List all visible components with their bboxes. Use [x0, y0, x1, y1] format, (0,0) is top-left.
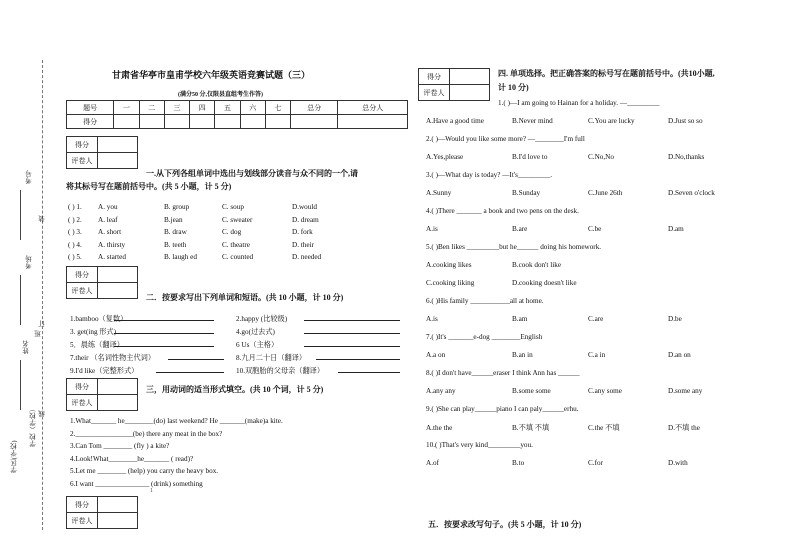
- score-box-label: 得分: [419, 69, 450, 85]
- reviewer-box-cell[interactable]: [98, 395, 138, 411]
- option-c[interactable]: C.You are lucky: [588, 117, 635, 125]
- reviewer-box-label: 评卷人: [67, 395, 98, 411]
- binding-label-school: 学校（学校）: [30, 405, 37, 447]
- option-b: B. draw: [164, 228, 187, 236]
- binding-fill-line-3: [20, 360, 21, 410]
- option-c[interactable]: C.any some: [588, 387, 622, 395]
- answer-line[interactable]: [156, 365, 224, 373]
- option-d: D. needed: [292, 253, 322, 261]
- option-c[interactable]: C.No,No: [588, 153, 614, 161]
- option-c[interactable]: C.the 不填: [588, 424, 620, 432]
- binding-fill-line-1: [20, 190, 21, 240]
- score-table-header: 总分人: [338, 101, 408, 115]
- section3-title: 三，用动词的适当形式填空。(共 10 个词，计 5 分): [146, 385, 324, 394]
- score-cell[interactable]: [215, 115, 240, 129]
- list-item: [68, 203, 408, 216]
- option-c[interactable]: C.for: [588, 459, 603, 467]
- option-c[interactable]: C.are: [588, 315, 604, 323]
- question[interactable]: 6.( )His family ___________all at home.: [426, 297, 544, 305]
- reviewer-box-label: 评卷人: [67, 513, 98, 529]
- option-a: A. leaf: [98, 215, 118, 224]
- option-d[interactable]: D.with: [668, 459, 688, 467]
- option-b[interactable]: B.are: [512, 225, 528, 233]
- question[interactable]: 9.( )She can play______piano I can paly______erhu.: [426, 405, 579, 413]
- option-b[interactable]: B.Sunday: [512, 189, 541, 197]
- section4-left-score-box: [66, 496, 138, 529]
- option-d[interactable]: D.cooking doesn't like: [512, 279, 577, 287]
- page-subtitle: (满分50 分,仅限县直组考生作答): [178, 92, 263, 98]
- option-a[interactable]: A.cooking likes: [426, 261, 472, 269]
- options: [426, 261, 776, 279]
- option-d[interactable]: D.some any: [668, 387, 703, 395]
- score-box-label: 得分: [67, 267, 98, 283]
- option-c[interactable]: C.be: [588, 225, 602, 233]
- options: [426, 423, 776, 441]
- score-box-label: 得分: [67, 379, 98, 395]
- option-b: B. laugh ed: [164, 253, 197, 261]
- options: [426, 351, 776, 369]
- options: [426, 117, 776, 135]
- prompt-left: 5．晨练（翻译）: [70, 341, 124, 349]
- prompt-left: 9.I'd like（完整形式）: [70, 367, 139, 375]
- seal-word-xian: 线: [39, 410, 46, 417]
- prompt-right: 4.go(过去式): [236, 328, 275, 336]
- prompt-right: 8.九月二十日（翻译）: [236, 354, 307, 362]
- option-c[interactable]: C.June 26th: [588, 189, 623, 197]
- section4-title-cont: 计 10 分): [498, 83, 529, 92]
- option-d: D. their: [292, 240, 314, 249]
- option-d: D. dream: [292, 215, 319, 224]
- score-table-header: 总分: [291, 101, 338, 115]
- option-a[interactable]: A.is: [426, 315, 438, 323]
- reviewer-box-cell[interactable]: [98, 513, 138, 529]
- option-a[interactable]: A.Yes,please: [426, 153, 464, 161]
- option-c: C. theatre: [222, 240, 250, 249]
- prompt-left: 1.bamboo（复数）: [70, 315, 128, 323]
- item-number[interactable]: ( ) 2.: [68, 215, 82, 224]
- option-b: B. group: [164, 203, 190, 211]
- answer-line[interactable]: [338, 365, 400, 373]
- score-cell[interactable]: [338, 115, 408, 129]
- options: [426, 315, 776, 333]
- answer-line[interactable]: [316, 352, 400, 360]
- option-a: A. you: [98, 203, 118, 211]
- score-table-header: 五: [215, 101, 240, 115]
- score-cell[interactable]: [164, 115, 189, 129]
- answer-line[interactable]: [114, 326, 214, 334]
- score-box-label: 得分: [67, 137, 98, 153]
- option-a[interactable]: A.any any: [426, 387, 456, 395]
- section2-score-box: [66, 266, 138, 299]
- section2-title: 二．按要求写出下列单词和短语。(共 10 小题，计 10 分): [146, 293, 344, 302]
- list-item: [68, 228, 408, 241]
- options: [426, 225, 776, 243]
- option-b[interactable]: B.to: [512, 459, 525, 467]
- option-d: D.would: [292, 203, 317, 211]
- section4-list: [426, 99, 776, 477]
- binding-label-name: 姓名: [23, 340, 30, 354]
- binding-dash-line: [42, 60, 43, 530]
- option-c: C. sweater: [222, 215, 253, 224]
- option-a: A. thirsty: [98, 240, 126, 249]
- prompt-right: 10.双胞胎的父母亲（翻译）: [236, 367, 325, 375]
- score-box-cell[interactable]: [98, 137, 138, 153]
- section1-title: 一.从下列各组单词中选出与划线部分读音与众不同的一个,请: [146, 169, 358, 178]
- list-item: [70, 326, 410, 339]
- option-c[interactable]: C.cooking liking: [426, 279, 475, 287]
- binding-label-school-district: 学区(学校): [11, 440, 18, 474]
- binding-fill-line-2: [20, 275, 21, 325]
- list-item: [70, 313, 410, 326]
- item-number[interactable]: ( ) 3.: [68, 228, 82, 236]
- reviewer-box-label: 评卷人: [419, 85, 450, 101]
- answer-line[interactable]: [114, 339, 214, 347]
- score-cell[interactable]: [291, 115, 338, 129]
- list-item[interactable]: 1.What_______ he________(do) last weekend? He _______(make)a kite.: [70, 417, 283, 425]
- option-a[interactable]: A.is: [426, 225, 438, 233]
- option-c: C. soup: [222, 203, 244, 211]
- option-a: A. short: [98, 228, 122, 236]
- question[interactable]: 5.( )Ben likes _________but he______ doing his homework.: [426, 243, 602, 251]
- answer-line[interactable]: [304, 339, 400, 347]
- section3-score-box: [66, 378, 138, 411]
- question[interactable]: 4.( )There _______ a book and two pens on the desk.: [426, 207, 579, 215]
- section5-title: 五．按要求改写句子。(共 5 小题，计 10 分): [428, 520, 582, 529]
- prompt-left: 7.their （名词性物主代词）: [70, 354, 156, 362]
- score-box-label: 得分: [67, 497, 98, 513]
- score-cell[interactable]: [265, 115, 290, 129]
- option-a[interactable]: A.Sunny: [426, 189, 452, 197]
- reviewer-box-label: 评卷人: [67, 283, 98, 299]
- score-box-cell[interactable]: [98, 379, 138, 395]
- options: [426, 459, 776, 477]
- seal-word-zhuang: 装: [39, 215, 46, 222]
- score-box-cell[interactable]: [98, 497, 138, 513]
- option-a[interactable]: A.a on: [426, 351, 446, 359]
- option-b: B. teeth: [164, 240, 187, 249]
- list-item: [70, 352, 410, 365]
- binding-label-exam-number: 考号: [26, 170, 33, 184]
- prompt-right: 2.happy (比较级): [236, 315, 288, 323]
- score-box-cell[interactable]: [450, 69, 490, 85]
- option-b[interactable]: B.Never mind: [512, 117, 553, 125]
- options: [426, 153, 776, 171]
- option-d: D. fork: [292, 228, 313, 236]
- option-c[interactable]: C.a in: [588, 351, 606, 359]
- option-b[interactable]: B.am: [512, 315, 528, 323]
- seal-word-ding: 订: [39, 320, 46, 327]
- section4-title: 四. 单项选择。把正确答案的标号写在题前括号中。(共10小题,: [498, 69, 715, 78]
- question[interactable]: 10.( )That's very kind_________you.: [426, 441, 533, 449]
- item-number[interactable]: ( ) 1.: [68, 203, 82, 211]
- list-item: [68, 216, 408, 229]
- answer-line[interactable]: [304, 313, 400, 321]
- reviewer-box-cell[interactable]: [98, 153, 138, 169]
- option-d[interactable]: D.an on: [668, 351, 691, 359]
- section1-title-cont: 将其标号写在题前括号中。(共 5 小题，计 5 分): [66, 182, 232, 191]
- section1-list: [68, 203, 408, 266]
- list-item: [68, 241, 408, 254]
- prompt-left: 3. get(ing 形式): [70, 328, 117, 336]
- score-box-cell[interactable]: [98, 267, 138, 283]
- reviewer-box-cell[interactable]: [98, 283, 138, 299]
- item-number[interactable]: ( ) 4.: [68, 240, 82, 249]
- list-item: [68, 253, 408, 266]
- section4-score-box: [418, 68, 490, 101]
- score-table-row-label: 得分: [67, 115, 114, 129]
- score-cell[interactable]: [190, 115, 215, 129]
- score-table: [66, 100, 408, 129]
- score-table-header: 一: [114, 101, 139, 115]
- options: [426, 387, 776, 405]
- page-title: 甘肃省华亭市皇甫学校六年级英语竞赛试题（三）: [112, 70, 311, 80]
- answer-line[interactable]: [304, 326, 400, 334]
- option-b[interactable]: B.cook don't like: [512, 261, 562, 269]
- option-b[interactable]: B.I'd love to: [512, 153, 548, 161]
- list-item[interactable]: 5.Let me ________ (help) you carry the heavy box.: [70, 467, 219, 475]
- option-a[interactable]: A.the the: [426, 424, 453, 432]
- option-d[interactable]: D.不填 the: [668, 424, 700, 432]
- score-table-header: 题号: [67, 101, 114, 115]
- reviewer-box-label: 评卷人: [67, 153, 98, 169]
- prompt-right: 6 Us（主格）: [236, 341, 279, 349]
- score-cell[interactable]: [240, 115, 265, 129]
- score-cell[interactable]: [139, 115, 164, 129]
- option-c: C. dog: [222, 228, 242, 236]
- score-table-header: 六: [240, 101, 265, 115]
- score-cell[interactable]: [114, 115, 139, 129]
- option-d[interactable]: D.Just so so: [668, 117, 703, 125]
- binding-label-exam-room: 考场: [26, 255, 33, 269]
- score-table-header: 七: [265, 101, 290, 115]
- list-item[interactable]: 2.________________(be) there any meat in the box?: [70, 429, 223, 438]
- options: [426, 189, 776, 207]
- score-table-header: 四: [190, 101, 215, 115]
- list-item[interactable]: 4.Look!What________he_______ ( read)?: [70, 454, 194, 463]
- option-d[interactable]: D.Seven o'clock: [668, 189, 715, 197]
- answer-line[interactable]: [168, 352, 224, 360]
- option-a[interactable]: A.Have a good time: [426, 117, 484, 125]
- section3-list: [70, 417, 410, 492]
- score-table-header: 二: [139, 101, 164, 115]
- options: [426, 279, 776, 297]
- footer-mark: 1: [150, 488, 153, 494]
- option-c: C. counted: [222, 253, 254, 261]
- option-d[interactable]: D.am: [668, 225, 684, 233]
- list-item: [70, 365, 410, 378]
- option-b[interactable]: B.some some: [512, 387, 551, 395]
- list-item[interactable]: 3.Can Tom ________ (fly ) a kite?: [70, 442, 170, 450]
- score-table-header: 三: [164, 101, 189, 115]
- option-a[interactable]: A.of: [426, 459, 439, 467]
- answer-line[interactable]: [114, 313, 214, 321]
- option-d[interactable]: D.No,thanks: [668, 153, 705, 161]
- list-item: [70, 339, 410, 352]
- list-item[interactable]: 6.I want _______________ (drink) something: [70, 479, 203, 488]
- question[interactable]: 1.( )—I am going to Hainan for a holiday. —_________: [498, 99, 660, 107]
- option-a: A. started: [98, 253, 126, 261]
- option-d[interactable]: D.be: [668, 315, 682, 323]
- option-b[interactable]: B.an in: [512, 351, 533, 359]
- question[interactable]: 3.( )—What day is today? —It's_________.: [426, 171, 553, 179]
- question[interactable]: 7.( )It's _______e-dog ________English: [426, 333, 543, 341]
- question[interactable]: 2.( )—Would you like some more? —________I'm full: [426, 135, 585, 143]
- option-b: B.jean: [164, 215, 183, 224]
- section1-score-box: [66, 136, 138, 169]
- section2-list: [70, 313, 410, 378]
- question[interactable]: 8.( )I don't have______eraser I think Ann has ______: [426, 369, 580, 377]
- item-number[interactable]: ( ) 5.: [68, 253, 82, 261]
- option-b[interactable]: B.不填 不填: [512, 424, 550, 432]
- binding-label-class: 班: [35, 330, 42, 337]
